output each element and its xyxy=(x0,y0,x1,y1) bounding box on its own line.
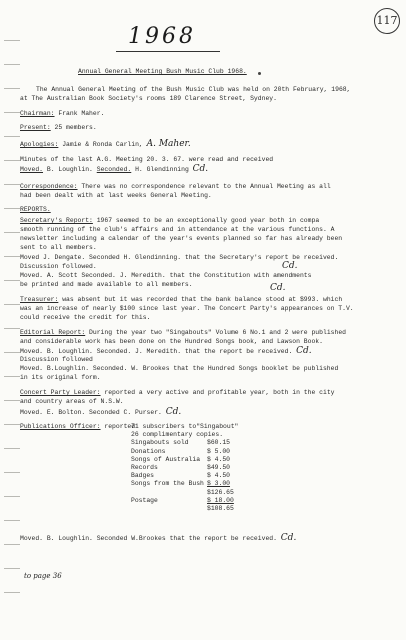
correspondence-line-2: had been dealt with at last weeks General Meeting. xyxy=(20,192,212,199)
apologies-row xyxy=(20,140,191,149)
treasurer-row xyxy=(20,296,342,304)
concert-label: Concert Party Leader: xyxy=(20,389,101,396)
treasurer-carried-mark: Cd. xyxy=(270,283,286,293)
publications-label: Publications Officer: xyxy=(20,423,101,430)
editorial-line-2: and considerable work has been done on the Hundred Songs book, and Lawson Book. xyxy=(20,338,323,345)
secretary-label: Secretary's Report: xyxy=(20,217,93,224)
table-row xyxy=(131,489,238,497)
editorial-text: During the year two "Singabouts" Volume 6 No.1 and 2 were published xyxy=(89,329,346,336)
editorial-row xyxy=(20,329,346,337)
apologies-handwritten: A. Maher. xyxy=(146,139,191,149)
intro-line-1: The Annual General Meeting of the Bush Music Club was held on 20th February, 1968, xyxy=(36,86,351,93)
ink-dot xyxy=(258,72,261,75)
table-row xyxy=(131,480,238,488)
final-moved xyxy=(20,534,296,543)
table-row xyxy=(131,472,238,480)
editorial-label: Editorial Report: xyxy=(20,329,86,336)
secretary-text: 1967 seemed to be an exceptionally good year both in compa xyxy=(96,217,320,224)
minutes-moved-row xyxy=(20,165,208,174)
table-row xyxy=(131,448,238,456)
row-desc: Songs from the Bush xyxy=(131,480,204,488)
row-desc: Donations xyxy=(131,447,166,455)
treasurer-line-3: could receive the credit for this. xyxy=(20,314,151,321)
meeting-title: Annual General Meeting Bush Music Club 1968. xyxy=(78,68,247,75)
footer-handwritten-note: to page 36 xyxy=(24,572,62,580)
row-desc: Postage xyxy=(131,496,158,504)
correspondence-label: Correspondence: xyxy=(20,183,78,190)
concert-line-2: and country areas of N.S.W. xyxy=(20,398,124,405)
table-row xyxy=(131,456,238,464)
apologies-label: Apologies: xyxy=(20,141,59,148)
editorial-discussion: Discussion followed xyxy=(20,356,93,363)
correspondence-text: There was no correspondence relevant to the Annual Meeting as all xyxy=(81,183,331,190)
year-heading: 1968 xyxy=(128,24,196,49)
secretary-discussion: Discussion followed. xyxy=(20,263,97,270)
publications-table xyxy=(131,423,238,513)
secretary-row xyxy=(20,217,319,225)
secretary-line-4: sent to all members. xyxy=(20,244,97,251)
intro-line-2: at The Australian Book Society's rooms 189 Clarence Street, Sydney. xyxy=(20,95,277,102)
editorial-moved-text: Moved. B. Loughlin. Seconded. J. Meredith. that the report be received. xyxy=(20,348,293,355)
row-amount: $ 4.50 xyxy=(207,472,231,480)
row-desc: Singabouts sold xyxy=(131,439,189,447)
row-amount: $ 4.50 xyxy=(207,455,231,463)
table-row xyxy=(131,464,238,472)
table-row xyxy=(131,497,238,505)
concert-row xyxy=(20,389,335,397)
secretary-line-3: newsletter including a calendar of the year's events planned so far has already been xyxy=(20,235,343,242)
chairman-name: Frank Maher. xyxy=(58,110,105,117)
row-amount: $108.65 xyxy=(207,504,234,512)
editorial-moved xyxy=(20,347,312,356)
treasurer-text: was absent but it was recorded that the bank balance stood at $993. which xyxy=(62,296,343,303)
editorial-carried-mark: Cd. xyxy=(296,346,312,356)
row-desc: 26 complimentary copies. xyxy=(131,431,224,439)
row-desc: Badges xyxy=(131,472,155,480)
chairman-label: Chairman: xyxy=(20,110,55,117)
moved-label: Moved. xyxy=(20,166,44,173)
row-amount: $126.65 xyxy=(207,488,234,496)
present-count: 25 members. xyxy=(54,124,97,131)
chairman-row xyxy=(20,110,104,118)
publications-row xyxy=(20,423,135,431)
reports-heading: REPORTS. xyxy=(20,206,51,213)
row-desc: Songs of Australia xyxy=(131,455,201,463)
hundred-songs-moved: Moved. B.Loughlin. Seconded. W. Brookes that the Hundred Songs booklet be published xyxy=(20,365,339,372)
page-number: 117 xyxy=(374,8,400,34)
row-amount: $ 5.00 xyxy=(207,447,231,455)
concert-text: reported a very active and profitable year, both in the city xyxy=(104,389,335,396)
secretary-carried-mark: Cd. xyxy=(282,261,298,271)
carried-mark: Cd. xyxy=(192,164,209,174)
row-desc: 71 subscribers to"Singabout" xyxy=(131,423,239,430)
seconded-name: H. Glendinning xyxy=(135,166,189,173)
moved-name: B. Loughlin. xyxy=(46,166,93,173)
row-amount: $60.15 xyxy=(207,439,231,447)
apologies-names: Jamie & Ronda Carlin, xyxy=(62,141,143,148)
constitution-moved: Moved. A. Scott Seconded. J. Meredith. that the Constitution with amendments xyxy=(20,272,312,279)
year-underline xyxy=(116,51,220,52)
constitution-moved-2 xyxy=(20,281,193,289)
publications-reported: reported xyxy=(104,423,136,430)
concert-carried-mark: Cd. xyxy=(165,407,182,417)
concert-moved-text: Moved. E. Bolton. Seconded C. Purser. xyxy=(20,409,162,416)
constitution-text: be printed and made available to all members. xyxy=(20,281,193,288)
row-amount: $ 3.00 xyxy=(207,480,231,488)
concert-moved xyxy=(20,408,181,417)
table-row xyxy=(131,423,238,431)
hundred-songs-moved-2: in its original form. xyxy=(20,374,101,381)
present-label: Present: xyxy=(20,124,51,131)
table-row xyxy=(131,431,238,439)
minutes-line: Minutes of the last A.G. Meeting 20. 3. 67. were read and received xyxy=(20,156,274,163)
row-amount: $ 18.00 xyxy=(207,496,234,504)
final-carried-mark: Cd. xyxy=(280,533,297,543)
present-row xyxy=(20,124,97,132)
secretary-line-2: smooth running of the club's affairs and in attendance at the various functions. A xyxy=(20,226,335,233)
treasurer-label: Treasurer: xyxy=(20,296,59,303)
table-row xyxy=(131,505,238,513)
final-moved-text: Moved. B. Loughlin. Seconded W.Brookes that the report be received. xyxy=(20,535,277,542)
secretary-moved: Moved J. Dengate. Seconded H. Glendinning. that the Secretary's report be received. xyxy=(20,254,339,261)
seconded-label: Seconded. xyxy=(96,166,132,173)
row-desc: Records xyxy=(131,463,158,471)
table-row xyxy=(131,439,238,447)
treasurer-line-2: was an increase of nearly $100 since last year. The Concert Party's appearances on T.V. xyxy=(20,305,354,312)
correspondence-row xyxy=(20,183,331,191)
row-amount: $49.50 xyxy=(207,463,231,471)
